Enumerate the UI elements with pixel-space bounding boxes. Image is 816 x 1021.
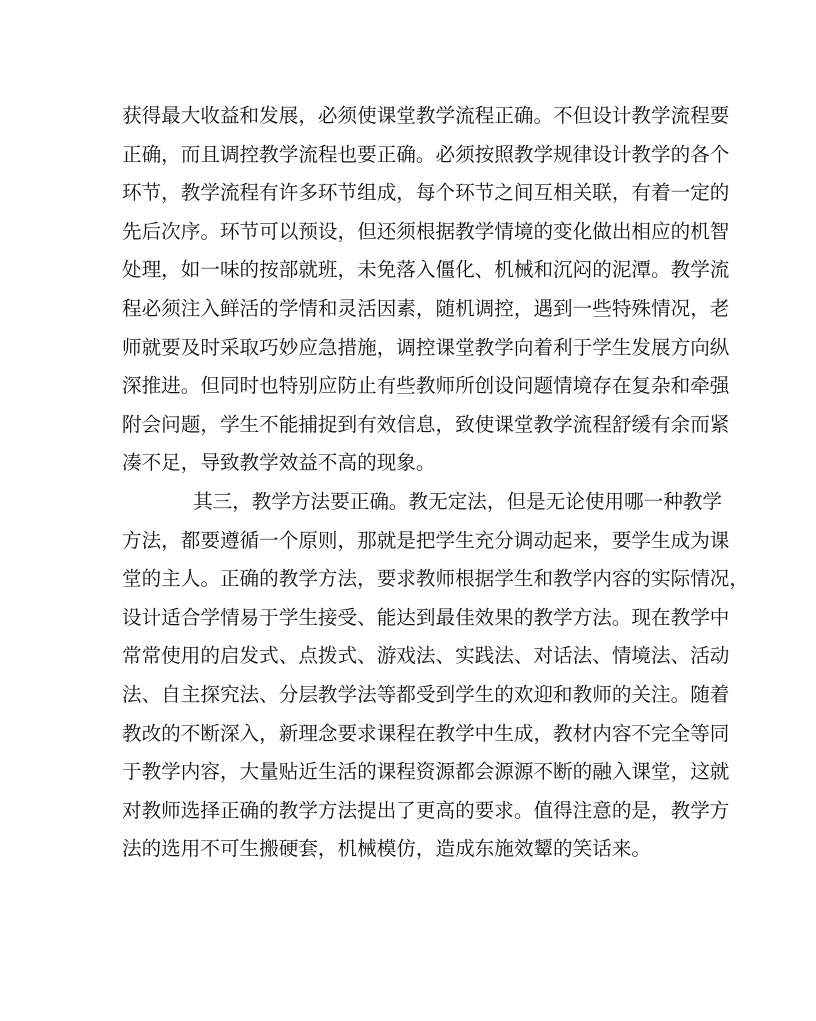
text-line: 先后次序。环节可以预设，但还须根据教学情境的变化做出相应的机智: [122, 219, 730, 243]
text-line: 常常使用的启发式、点拨式、游戏法、实践法、对话法、情境法、活动: [122, 644, 730, 668]
text-line: 深推进。但同时也特别应防止有些教师所创设问题情境存在复杂和牵强: [122, 374, 730, 398]
text-line: 环节，教学流程有许多环节组成，每个环节之间互相关联，有着一定的: [122, 181, 730, 205]
body-text: [122, 97, 749, 869]
text-line: 获得最大收益和发展，必须使课堂教学流程正确。不但设计教学流程要: [122, 104, 730, 127]
text-line: 对教师选择正确的教学方法提出了更高的要求。值得注意的是，教学方: [122, 798, 730, 822]
text-line: 附会问题，学生不能捕捉到有效信息，致使课堂教学流程舒缓有余而紧: [122, 412, 730, 436]
text-line: 于教学内容，大量贴近生活的课程资源都会源源不断的融入课堂，这就: [122, 760, 730, 784]
text-line: 师就要及时采取巧妙应急措施，调控课堂教学向着利于学生发展方向纵: [122, 335, 730, 359]
text-line: 正确，而且调控教学流程也要正确。必须按照教学规律设计教学的各个: [122, 142, 730, 166]
paragraph-1: [122, 97, 730, 483]
text-line: 堂的主人。正确的教学方法，要求教师根据学生和教学内容的实际情况，: [122, 567, 749, 591]
text-line: 凑不足，导致教学效益不高的现象。: [122, 451, 436, 475]
text-line: 教改的不断深入，新理念要求课程在教学中生成，教材内容不完全等同: [122, 721, 730, 745]
text-line: 法、自主探究法、分层教学法等都受到学生的欢迎和教师的关注。随着: [122, 682, 730, 706]
text-line: 程必须注入鲜活的学情和灵活因素，随机调控，遇到一些特殊情况，老: [122, 296, 730, 320]
text-line: 其三，教学方法要正确。教无定法，但是无论使用哪一种教学: [193, 489, 723, 513]
text-line: 处理，如一味的按部就班，未免落入僵化、机械和沉闷的泥潭。教学流: [122, 258, 730, 282]
paragraph-2: [122, 483, 749, 869]
text-line: 法的选用不可生搬硬套，机械模仿，造成东施效颦的笑话来。: [122, 837, 652, 861]
text-line: 方法，都要遵循一个原则，那就是把学生充分调动起来，要学生成为课: [122, 528, 730, 552]
text-line: 设计适合学情易于学生接受、能达到最佳效果的教学方法。现在教学中: [122, 605, 730, 629]
